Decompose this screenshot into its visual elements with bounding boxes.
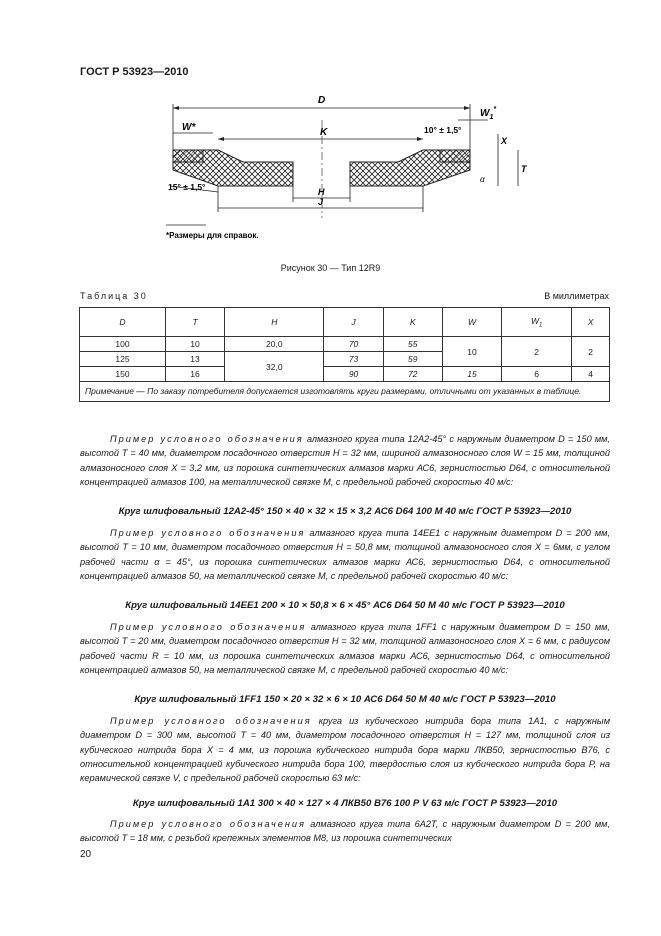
cell: 13 bbox=[165, 352, 224, 367]
label-K: K bbox=[320, 127, 328, 138]
cell: 73 bbox=[324, 352, 383, 367]
cell: 10 bbox=[442, 337, 501, 367]
cell: 90 bbox=[324, 367, 383, 382]
example-paragraph: Пример условного обозначения алмазного круга типа 6А2Т, с наружным диаметром D = 200 мм, высотой T = 18 мм, с резьбой крепежных элементов М8, из порошка синтетических bbox=[80, 819, 610, 844]
figure-caption: Рисунок 30 — Тип 12R9 bbox=[280, 263, 381, 273]
cell: 70 bbox=[324, 337, 383, 352]
table-note-row bbox=[80, 382, 610, 402]
label-Wstar: W* bbox=[182, 122, 196, 133]
wheel-drawing bbox=[78, 90, 598, 250]
cell: 6 bbox=[502, 367, 572, 382]
designation: Круг шлифовальный 1FF1 150 × 20 × 32 × 6 × 10 АС6 D64 50 М 40 м/с ГОСТ Р 53923—2010 bbox=[134, 694, 556, 705]
table-note: Примечание — По заказу потребителя допускается изготовлять круги размерами, отличными от указанных в таблице. bbox=[80, 382, 610, 402]
header-X: X bbox=[572, 308, 610, 337]
header-D: D bbox=[80, 308, 166, 337]
label-angle-top: 10° ± 1,5° bbox=[424, 125, 462, 135]
cell: 4 bbox=[572, 367, 610, 382]
cell: 2 bbox=[502, 337, 572, 367]
label-X: X bbox=[501, 136, 508, 146]
example-paragraph: Пример условного обозначения круга из кубического нитрида бора типа 1А1, с наружным диаметром D = 300 мм, высотой T = 40 мм, диаметром посадочного отверстия H = 127 мм, толщиной слоя из кубического нитрида бора X = 4 мм, из порошка кубического нитрида бора марки ЛКВ50, зернистостью В76, с относительной концентрацией кубического нитрида бора 100, твердостью слоя из кубического нитрида бора Р, на керамической связке V, с предельной рабочей скоростью 63 м/с: bbox=[80, 716, 610, 784]
table-row bbox=[80, 367, 610, 382]
cell: 10 bbox=[165, 337, 224, 352]
standard-header: ГОСТ Р 53923—2010 bbox=[80, 66, 189, 78]
header-J: J bbox=[324, 308, 383, 337]
label-H: H bbox=[318, 187, 325, 197]
cell: 2 bbox=[572, 337, 610, 367]
cell: 100 bbox=[80, 337, 166, 352]
designation: Круг шлифовальный 14ЕЕ1 200 × 10 × 50,8 × 6 × 45° АС6 D64 50 М 40 м/с ГОСТ Р 53923—2010 bbox=[125, 600, 565, 611]
page-number: 20 bbox=[80, 849, 92, 860]
header-W1: $W_1$ bbox=[502, 308, 572, 337]
cell: 55 bbox=[383, 337, 442, 352]
label-J: J bbox=[318, 197, 324, 207]
cell: 150 bbox=[80, 367, 166, 382]
table-header-row bbox=[80, 308, 610, 337]
cell: 72 bbox=[383, 367, 442, 382]
designation: Круг шлифовальный 1А1 300 × 40 × 127 × 4 ЛКВ50 В76 100 Р V 63 м/с ГОСТ Р 53923—2010 bbox=[132, 798, 558, 809]
label-W1: $W_1^*$ bbox=[480, 106, 497, 121]
label-T: T bbox=[521, 164, 527, 174]
label-alpha: α bbox=[480, 175, 485, 184]
example-paragraph: Пример условного обозначения алмазного круга типа 1FF1 с наружным диаметром D = 150 мм, высотой T = 20 мм, диаметром посадочного отверстия H = 32 мм, толщиной алмазоносного слоя X = 6 мм, с радиусом рабочей части R = 10 мм, из порошка синтетических алмазов марки АС6, зернистостью D64, с относительной концентрацией алмазов 50, на металлической связке М, с предельной рабочей скоростью 40 м/с: bbox=[80, 622, 610, 675]
designation: Круг шлифовальный 12А2-45° 150 × 40 × 32 × 15 × 3,2 АС6 D64 100 М 40 м/с ГОСТ Р 53923—2010 bbox=[118, 506, 572, 517]
table-label: Таблица 30 bbox=[80, 291, 148, 301]
cell: 32,0 bbox=[225, 352, 324, 382]
header-H: H bbox=[225, 308, 324, 337]
cell: 125 bbox=[80, 352, 166, 367]
example-paragraph: Пример условного обозначения алмазного круга типа 14ЕЕ1 с наружным диаметром D = 200 мм, высотой T = 10 мм, диаметром посадочного отверстия H = 50,8 мм, толщиной алмазоносного слоя X = 6мм, с углом рабочей части α = 45°, из порошка синтетических алмазов марки АС6, зернистостью D64, с относительной концентрацией алмазов 50, на металлической связке М, с предельной рабочей скоростью 40 м/с: bbox=[80, 528, 610, 581]
cell: 15 bbox=[442, 367, 501, 382]
header-W: W bbox=[442, 308, 501, 337]
table-units: В миллиметрах bbox=[544, 291, 609, 301]
table-row bbox=[80, 337, 610, 352]
cell: 20,0 bbox=[225, 337, 324, 352]
figure-footnote: *Размеры для справок. bbox=[166, 231, 259, 240]
cell: 16 bbox=[165, 367, 224, 382]
header-T: T bbox=[165, 308, 224, 337]
label-D: D bbox=[318, 95, 326, 106]
header-K: K bbox=[383, 308, 442, 337]
cell: 59 bbox=[383, 352, 442, 367]
label-angle-bottom: 15° ± 1,5° bbox=[168, 182, 206, 192]
example-paragraph: Пример условного обозначения алмазного круга типа 12А2-45° с наружным диаметром D = 150 мм, высотой T = 40 мм, диаметром посадочного отверстия H = 32 мм, шириной алмазоносного слоя W = 15 мм, толщиной алмазоносного слоя X = 3,2 мм, из порошка синтетических алмазов марки АС6, зернистостью D64, с относительной концентрацией алмазов 100, на металлической связке М, с предельной рабочей скоростью 40 м/с: bbox=[80, 434, 610, 487]
dimensions-table bbox=[79, 307, 610, 402]
